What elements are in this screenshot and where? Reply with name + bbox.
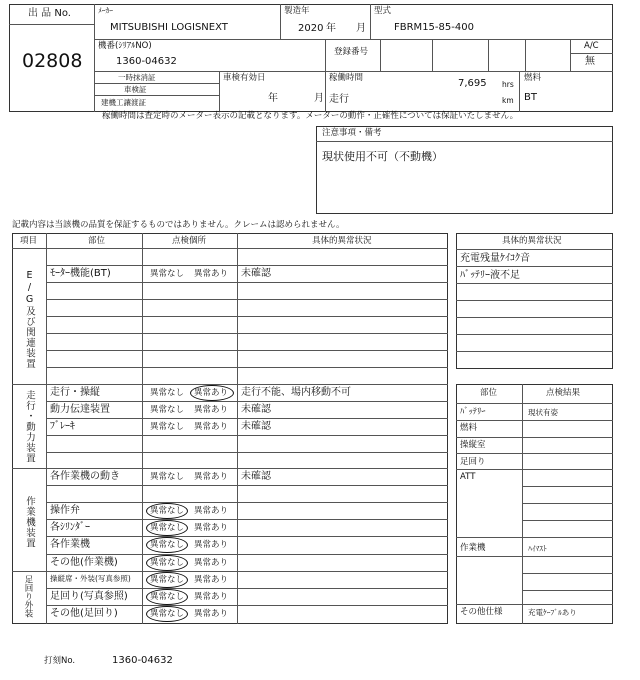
group-divider bbox=[12, 571, 448, 572]
ac-label: A/C bbox=[584, 41, 599, 51]
selection-mark bbox=[190, 385, 234, 401]
selection-mark bbox=[146, 503, 188, 519]
part-label: ﾌﾞﾚｰｷ bbox=[50, 421, 75, 432]
inspection-label: 車検有効日 bbox=[223, 73, 266, 83]
row-divider bbox=[456, 437, 613, 438]
stamp-number: 1360-04632 bbox=[112, 655, 173, 666]
row-divider bbox=[46, 452, 448, 453]
row-divider bbox=[46, 519, 448, 520]
check-ok: 異常なし bbox=[150, 540, 185, 550]
result-value: 現状有姿 bbox=[528, 408, 558, 417]
check-ok: 異常なし bbox=[150, 269, 185, 279]
row-divider bbox=[46, 401, 448, 402]
check-ok: 異常なし bbox=[150, 592, 185, 602]
construction-cert-label: 建機工讓渡証 bbox=[101, 98, 146, 107]
selection-mark bbox=[146, 537, 188, 553]
row-divider bbox=[46, 333, 448, 334]
year-label: 製造年 bbox=[284, 6, 310, 16]
divider bbox=[12, 248, 448, 249]
inspection-month-unit: 月 bbox=[314, 93, 324, 104]
ac-value: 無 bbox=[585, 56, 595, 67]
check-ok: 異常なし bbox=[150, 523, 185, 533]
serial-label: 機番(ｼﾘｱﾙNO) bbox=[98, 41, 152, 51]
row-divider bbox=[522, 503, 613, 504]
reg-label: 登録番号 bbox=[334, 47, 369, 57]
check-ng: 異常あり bbox=[194, 523, 229, 533]
divider bbox=[432, 39, 433, 71]
fuel-label: 燃料 bbox=[524, 73, 542, 83]
serial-value: 1360-04632 bbox=[116, 56, 177, 67]
group-label-drive: 走行・動力装置 bbox=[24, 390, 35, 464]
model-value: FBRM15-85-400 bbox=[394, 22, 474, 33]
right-detail-title: 具体的異常状況 bbox=[502, 236, 562, 246]
row-divider bbox=[456, 537, 613, 538]
col-item: 項目 bbox=[20, 236, 38, 246]
row-divider bbox=[456, 403, 613, 404]
check-ng: 異常あり bbox=[194, 592, 229, 602]
row-divider bbox=[456, 453, 613, 454]
divider bbox=[488, 39, 489, 71]
distance-label: 走行 bbox=[329, 94, 349, 105]
divider bbox=[570, 39, 571, 71]
detail-text: 未確認 bbox=[241, 404, 271, 415]
divider bbox=[370, 4, 371, 39]
row-divider bbox=[46, 265, 448, 266]
remarks-box bbox=[316, 126, 613, 214]
group-label-work: 作業機装置 bbox=[24, 496, 35, 549]
year-value: 2020 bbox=[298, 23, 324, 34]
part-label: 各ｼﾘﾝﾀﾞｰ bbox=[50, 522, 90, 533]
temp-cert-label: 一時抹消証 bbox=[118, 73, 156, 82]
check-ng: 異常あり bbox=[194, 540, 229, 550]
part-label: その他(作業機) bbox=[50, 557, 118, 568]
hours-label: 稼働時間 bbox=[329, 73, 364, 83]
divider bbox=[280, 4, 281, 39]
check-ok: 異常なし bbox=[150, 609, 185, 619]
check-ng: 異常あり bbox=[194, 472, 229, 482]
row-divider bbox=[456, 556, 613, 557]
detail-text: 未確認 bbox=[241, 421, 271, 432]
check-ok: 異常なし bbox=[150, 422, 185, 432]
part-label: 走行・操縦 bbox=[50, 387, 100, 398]
fuel-value: BT bbox=[524, 92, 537, 103]
stamp-label: 打刻No. bbox=[44, 656, 76, 666]
check-ng: 異常あり bbox=[194, 422, 229, 432]
row-divider bbox=[46, 350, 448, 351]
hours-note: 稼働時間は査定時のメーター表示の記載となります。メーターの動作・正確性については保証いたしません。 bbox=[102, 111, 519, 121]
disclaimer: 記載内容は当該機の品質を保証するものではありません。クレームは認められません。 bbox=[12, 220, 345, 230]
check-ok: 異常なし bbox=[150, 472, 185, 482]
row-divider bbox=[46, 282, 448, 283]
divider bbox=[316, 141, 613, 142]
part-label: 足回り(写真参照) bbox=[50, 591, 128, 602]
result-part: その他仕様 bbox=[460, 607, 503, 617]
divider bbox=[94, 83, 219, 84]
divider bbox=[525, 39, 526, 71]
row-divider bbox=[456, 266, 613, 267]
row-divider bbox=[456, 469, 613, 470]
divider bbox=[325, 71, 326, 112]
check-ng: 異常あり bbox=[194, 558, 229, 568]
selection-mark bbox=[146, 606, 188, 622]
divider bbox=[237, 233, 238, 624]
right-detail-item: ﾊﾞｯﾃﾘｰ液不足 bbox=[460, 270, 520, 281]
row-divider bbox=[522, 573, 613, 574]
hours-value: 7,695 bbox=[458, 78, 487, 89]
group-divider bbox=[12, 384, 448, 385]
check-ng: 異常あり bbox=[194, 388, 229, 398]
vehicle-cert-label: 車検証 bbox=[124, 85, 147, 94]
check-ng: 異常あり bbox=[194, 575, 229, 585]
row-divider bbox=[456, 351, 613, 352]
check-ng: 異常あり bbox=[194, 506, 229, 516]
remarks-text: 現状使用不可（不動機） bbox=[322, 150, 443, 163]
month-unit: 月 bbox=[356, 23, 366, 34]
divider bbox=[9, 24, 94, 25]
result-part: 足回り bbox=[460, 457, 486, 467]
part-label: ﾓｰﾀｰ機能(BT) bbox=[50, 268, 111, 279]
row-divider bbox=[46, 536, 448, 537]
row-divider bbox=[456, 317, 613, 318]
row-divider bbox=[522, 486, 613, 487]
group-divider bbox=[12, 468, 448, 469]
row-divider bbox=[46, 485, 448, 486]
part-label: 操作弁 bbox=[50, 505, 80, 516]
right-detail-item: 充電残量ｹｲｺｸ音 bbox=[460, 253, 530, 264]
result-part: 操縦室 bbox=[460, 440, 486, 450]
check-ok: 異常なし bbox=[150, 506, 185, 516]
row-divider bbox=[456, 420, 613, 421]
divider bbox=[325, 39, 326, 71]
selection-mark bbox=[146, 555, 188, 571]
right-col-result: 点検結果 bbox=[546, 388, 581, 398]
right-col-part: 部位 bbox=[480, 388, 498, 398]
col-check: 点検個所 bbox=[172, 236, 207, 246]
check-ok: 異常なし bbox=[150, 558, 185, 568]
row-divider bbox=[46, 418, 448, 419]
model-label: 型式 bbox=[374, 6, 392, 16]
divider bbox=[94, 39, 613, 40]
lot-number: 02808 bbox=[22, 50, 83, 72]
result-part: ﾊﾞｯﾃﾘｰ bbox=[460, 407, 486, 417]
check-ng: 異常あり bbox=[194, 609, 229, 619]
divider bbox=[94, 71, 613, 72]
part-label: 操縦席・外装(写真参照) bbox=[50, 574, 131, 583]
maker-label: ﾒｰｶｰ bbox=[98, 6, 113, 15]
detail-text: 走行不能、場内移動不可 bbox=[241, 387, 351, 398]
divider bbox=[46, 233, 47, 624]
result-value: ﾊｲﾏｽﾄ bbox=[528, 544, 547, 553]
year-unit: 年 bbox=[326, 23, 336, 34]
row-divider bbox=[46, 367, 448, 368]
part-label: その他(足回り) bbox=[50, 608, 118, 619]
part-label: 動力伝達装置 bbox=[50, 404, 110, 415]
result-part: 作業機 bbox=[460, 543, 486, 553]
col-detail: 具体的異常状況 bbox=[312, 236, 372, 246]
selection-mark bbox=[146, 572, 188, 588]
row-divider bbox=[46, 502, 448, 503]
selection-mark bbox=[146, 520, 188, 536]
row-divider bbox=[46, 588, 448, 589]
divider bbox=[219, 71, 220, 112]
detail-text: 未確認 bbox=[241, 268, 271, 279]
remarks-title: 注意事項・備考 bbox=[322, 128, 382, 138]
row-divider bbox=[46, 435, 448, 436]
group-label-chassis: 足回り外装 bbox=[23, 575, 33, 618]
check-ng: 異常あり bbox=[194, 269, 229, 279]
divider bbox=[380, 39, 381, 71]
row-divider bbox=[46, 554, 448, 555]
check-ok: 異常なし bbox=[150, 388, 185, 398]
row-divider bbox=[522, 520, 613, 521]
check-ok: 異常なし bbox=[150, 575, 185, 585]
col-part: 部位 bbox=[88, 236, 106, 246]
detail-text: 未確認 bbox=[241, 471, 271, 482]
maker-value: MITSUBISHI LOGISNEXT bbox=[110, 22, 228, 33]
row-divider bbox=[46, 605, 448, 606]
check-ng: 異常あり bbox=[194, 405, 229, 415]
part-label: 各作業機の動き bbox=[50, 471, 120, 482]
selection-mark bbox=[146, 589, 188, 605]
divider bbox=[142, 233, 143, 624]
result-value: 充電ｹｰﾌﾞﾙあり bbox=[528, 608, 577, 617]
result-part: ATT bbox=[460, 472, 476, 482]
hours-unit: hrs bbox=[502, 80, 514, 89]
part-label: 各作業機 bbox=[50, 539, 90, 550]
row-divider bbox=[456, 604, 613, 605]
row-divider bbox=[456, 283, 613, 284]
row-divider bbox=[46, 316, 448, 317]
lot-label: 出 品 No. bbox=[28, 8, 71, 19]
divider bbox=[570, 53, 613, 54]
row-divider bbox=[522, 590, 613, 591]
inspection-year-unit: 年 bbox=[268, 93, 278, 104]
row-divider bbox=[46, 299, 448, 300]
group-label-engine: E/G及び関連装置 bbox=[24, 270, 35, 369]
row-divider bbox=[456, 300, 613, 301]
result-part: 燃料 bbox=[460, 423, 478, 433]
check-ok: 異常なし bbox=[150, 405, 185, 415]
divider bbox=[519, 71, 520, 112]
distance-unit: km bbox=[502, 96, 514, 105]
row-divider bbox=[456, 334, 613, 335]
row-divider bbox=[456, 249, 613, 250]
divider bbox=[94, 95, 219, 96]
